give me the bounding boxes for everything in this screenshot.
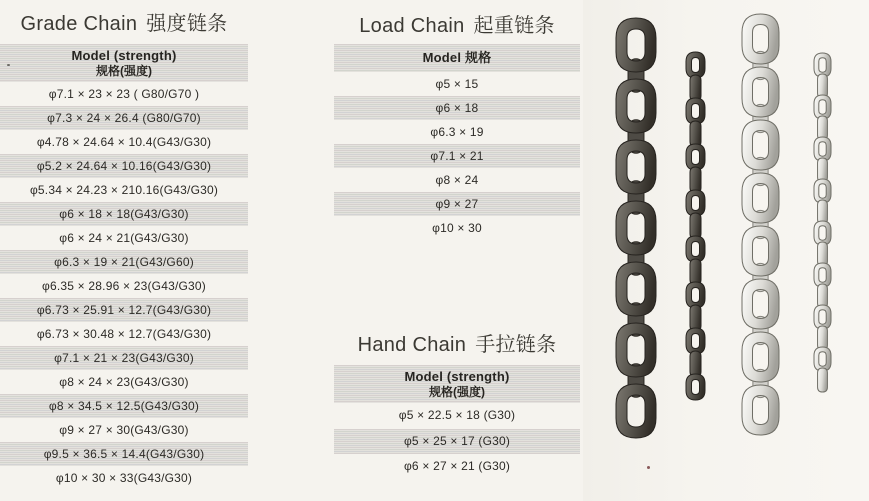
grade-chain-section [0, 0, 248, 490]
table-row: φ10 × 30 × 33(G43/G30) [55, 471, 193, 485]
table-row: φ5.34 × 24.23 × 210.16(G43/G30) [29, 183, 219, 197]
table-row: φ8 × 34.5 × 12.5(G43/G30) [0, 394, 248, 418]
grade-chain-title-zh: 强度链条 [146, 13, 228, 35]
table-row: φ6.35 × 28.96 × 23(G43/G30) [42, 279, 206, 293]
grade-chain-title [0, 7, 248, 36]
hand-chain-table [334, 403, 580, 480]
grade-header-model: Model (strength) [71, 48, 177, 63]
grade-chain-title-en: Grade Chain [20, 13, 138, 35]
grade-header-spec: 规格(强度) [96, 64, 152, 78]
table-row: φ8 × 24 × 23(G43/G30) [59, 375, 189, 389]
hand-header-model: Model (strength) [404, 369, 510, 384]
table-row: φ6.73 × 30.48 × 12.7(G43/G30) [36, 327, 212, 341]
table-row: φ10 × 30 [432, 221, 482, 235]
table-row: φ9 × 27 × 30(G43/G30) [59, 423, 189, 437]
table-row: φ9 × 27 [334, 192, 580, 216]
black-alloy-chain-large [608, 10, 664, 448]
table-row: φ5 × 15 [435, 77, 479, 91]
load-chain-table [334, 72, 580, 240]
table-row: φ7.1 × 21 [334, 144, 580, 168]
load-chain-section [334, 0, 580, 240]
table-row: φ6.3 × 19 [430, 125, 484, 139]
table-row: φ6 × 18 [334, 96, 580, 120]
table-row: φ6 × 27 × 21 (G30) [403, 459, 511, 473]
table-row: φ7.1 × 23 × 23 ( G80/G70 ) [48, 87, 200, 101]
hand-chain-title [334, 328, 580, 357]
load-chain-title [334, 9, 580, 38]
scan-speck [647, 466, 650, 469]
table-row: φ7.1 × 21 × 23(G43/G30) [0, 346, 248, 370]
hand-chain-table-header [334, 365, 580, 403]
load-chain-title-en: Load Chain [359, 15, 465, 37]
table-row: φ6 × 24 × 21(G43/G30) [59, 231, 189, 245]
table-row: φ8 × 24 [435, 173, 479, 187]
load-chain-title-zh: 起重链条 [473, 15, 555, 37]
galvanized-chain-large [734, 6, 787, 446]
table-row: φ6.3 × 19 × 21(G43/G60) [0, 250, 248, 274]
table-row: φ6 × 18 × 18(G43/G30) [0, 202, 248, 226]
table-row: φ4.78 × 24.64 × 10.4(G43/G30) [36, 135, 212, 149]
hand-chain-title-en: Hand Chain [357, 334, 467, 356]
hand-chain-section [334, 326, 580, 480]
grade-chain-table-header [0, 44, 248, 82]
galvanized-chain-small [806, 45, 839, 411]
table-row: φ7.3 × 24 × 26.4 (G80/G70) [0, 106, 248, 130]
table-row: φ5.2 × 24.64 × 10.16(G43/G30) [0, 154, 248, 178]
hand-header-spec: 规格(强度) [429, 385, 485, 399]
table-row: φ9.5 × 36.5 × 14.4(G43/G30) [0, 442, 248, 466]
load-header-model: Model 规格 [422, 50, 492, 65]
load-chain-table-header [334, 44, 580, 72]
black-alloy-chain-small [678, 44, 713, 418]
table-row: φ5 × 25 × 17 (G30) [334, 429, 580, 455]
grade-chain-table [0, 82, 248, 490]
table-row: φ5 × 22.5 × 18 (G30) [398, 408, 516, 422]
scan-speck [7, 64, 10, 66]
table-row: φ6.73 × 25.91 × 12.7(G43/G30) [0, 298, 248, 322]
hand-chain-title-zh: 手拉链条 [475, 334, 557, 356]
